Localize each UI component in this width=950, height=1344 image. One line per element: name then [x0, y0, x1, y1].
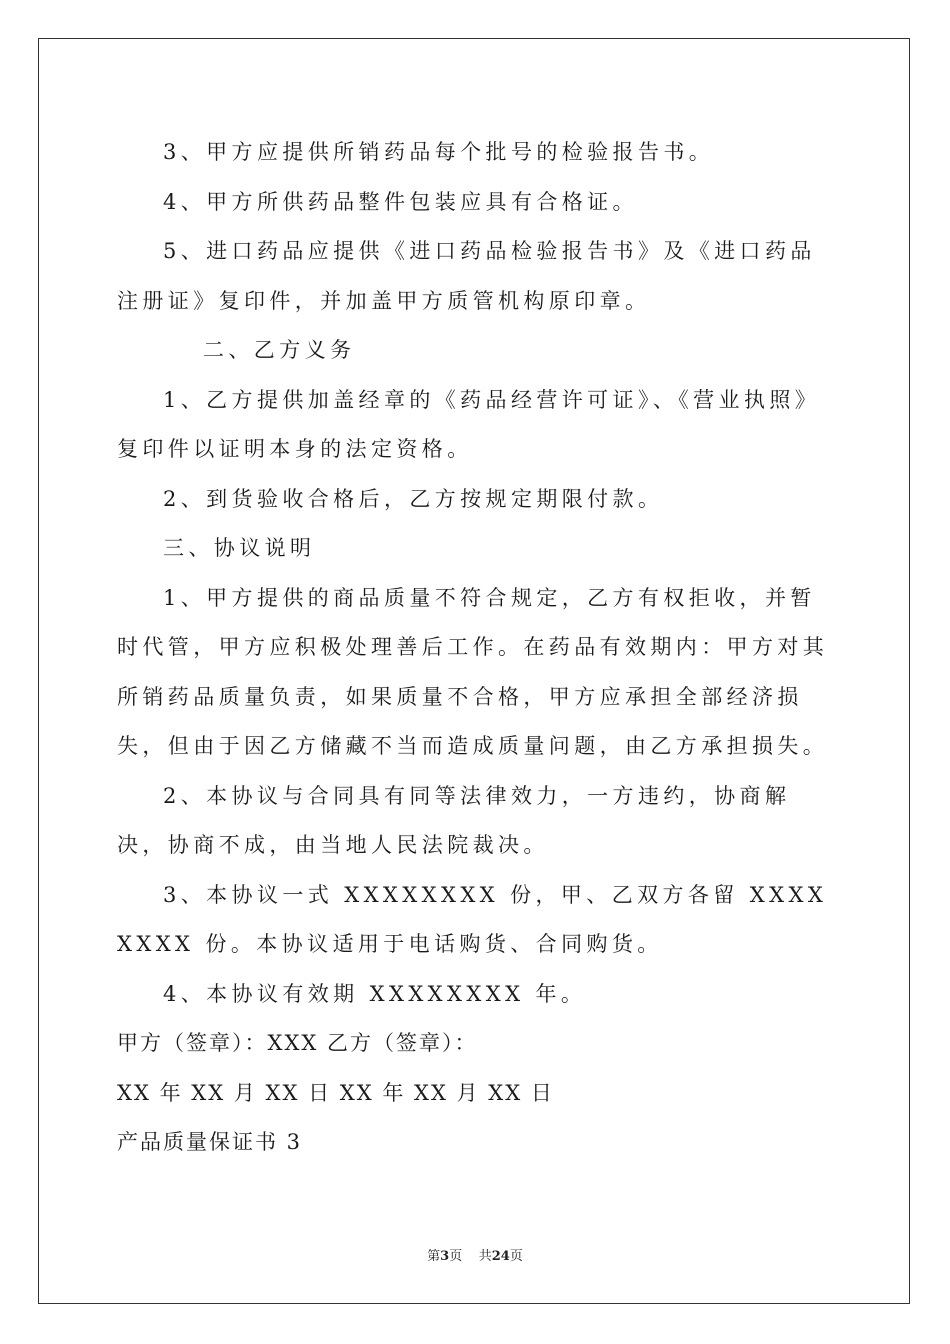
paragraph-item-3: 3、甲方应提供所销药品每个批号的检验报告书。 [163, 140, 715, 164]
section-heading-party-b-duties: 二、乙方义务 [203, 338, 356, 362]
paragraph-party-b-1: 1、乙方提供加盖经章的《药品经营许可证》、《营业执照》复印件以证明本身的法定资格。 [117, 387, 821, 461]
page-footer [0, 1245, 950, 1264]
footer-total-prefix: 共 [478, 1249, 492, 1264]
footer-page-unit: 页 [449, 1249, 463, 1264]
footer-total-pages: 24 [491, 1249, 510, 1264]
paragraph-notes-4: 4、本协议有效期 XXXXXXXX 年。 [163, 981, 587, 1006]
document-body [117, 128, 833, 1168]
signature-line: 甲方（签章）：XXX 乙方（签章）： [117, 1031, 478, 1055]
section-heading-agreement-notes: 三、协议说明 [163, 536, 316, 560]
footer-page-number: 3 [440, 1249, 450, 1264]
footer-prefix: 第 [427, 1249, 441, 1264]
paragraph-item-4: 4、甲方所供药品整件包装应具有合格证。 [163, 189, 638, 214]
footer-total-unit: 页 [509, 1249, 523, 1264]
next-section-title: 产品质量保证书 3 [117, 1130, 303, 1154]
paragraph-party-b-2: 2、到货验收合格后，乙方按规定期限付款。 [163, 486, 664, 511]
paragraph-notes-2: 2、本协议与合同具有同等法律效力，一方违约，协商解决，协商不成，由当地人民法院裁决。 [117, 783, 791, 857]
paragraph-item-5: 5、进口药品应提供《进口药品检验报告书》及《进口药品注册证》复印件，并加盖甲方质管机构原印章。 [117, 239, 816, 313]
paragraph-notes-1: 1、甲方提供的商品质量不符合规定，乙方有权拒收，并暂时代管，甲方应积极处理善后工作。在药品有效期内：甲方对其所销药品质量负责，如果质量不合格，甲方应承担全部经济损失，但由于因乙方储藏不当而造成质量问题，由乙方承担损失。 [117, 585, 829, 758]
date-line: XX 年 XX 月 XX 日 XX 年 XX 月 XX 日 [117, 1080, 554, 1105]
paragraph-notes-3: 3、本协议一式 XXXXXXXX 份，甲、乙双方各留 XXXXXXXX 份。本协议适用于电话购货、合同购货。 [117, 882, 828, 956]
